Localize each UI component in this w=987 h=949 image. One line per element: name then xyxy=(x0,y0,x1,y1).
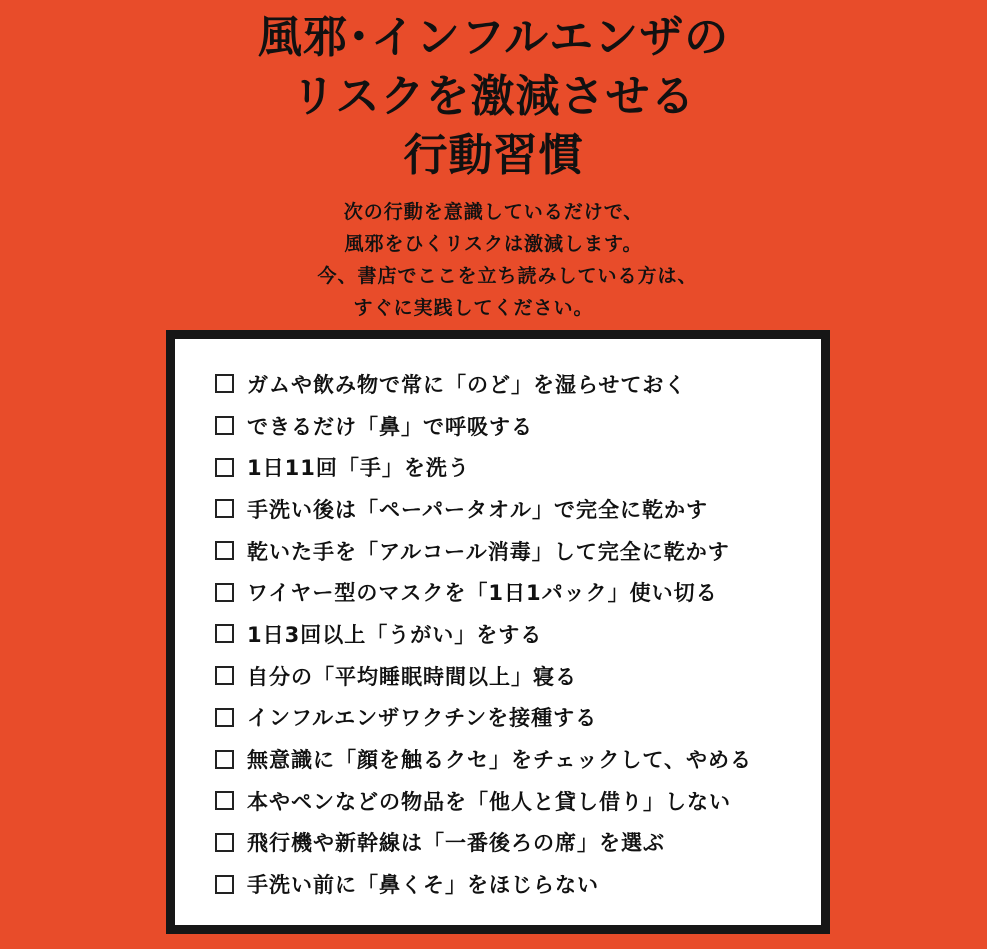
checkbox-icon[interactable] xyxy=(215,583,234,602)
checkbox-icon[interactable] xyxy=(215,416,234,435)
checklist-item xyxy=(215,780,821,822)
checklist-item xyxy=(215,571,821,613)
checklist-item-label: 手洗い後は「ペーパータオル」で完全に乾かす xyxy=(247,497,708,522)
checklist-item-label: ガムや飲み物で常に「のど」を湿らせておく xyxy=(247,372,687,397)
checklist-item-label: 飛行機や新幹線は「一番後ろの席」を選ぶ xyxy=(247,831,665,856)
checkbox-icon[interactable] xyxy=(215,499,234,518)
title-line: 行動習慣 xyxy=(403,130,584,181)
checkbox-icon[interactable] xyxy=(215,875,234,894)
checklist-item xyxy=(215,405,821,447)
page-title xyxy=(0,8,987,185)
checklist-item xyxy=(215,738,821,780)
checklist-item xyxy=(215,363,821,405)
title-line: 風邪･インフルエンザの xyxy=(257,12,730,63)
checklist-item-label: 1日3回以上「うがい」をする xyxy=(247,622,543,647)
checklist-item xyxy=(215,822,821,864)
checklist-item-label: 自分の「平均睡眠時間以上」寝る xyxy=(247,664,577,689)
checklist-item xyxy=(215,446,821,488)
checklist-item xyxy=(215,488,821,530)
checklist-item xyxy=(215,613,821,655)
checklist-item-label: インフルエンザワクチンを接種する xyxy=(247,706,598,731)
checklist-item-label: 無意識に「顔を触るクセ」をチェックして、やめる xyxy=(247,748,752,773)
checklist-item-label: 本やペンなどの物品を「他人と貸し借り」しない xyxy=(247,789,731,814)
checklist xyxy=(175,339,821,905)
checkbox-icon[interactable] xyxy=(215,666,234,685)
intro-line: 次の行動を意識しているだけで、 xyxy=(343,201,644,223)
checkbox-icon[interactable] xyxy=(215,750,234,769)
intro-line: 今、書店でここを立ち読みしている方は、 xyxy=(317,265,698,287)
checklist-item xyxy=(215,530,821,572)
checklist-item xyxy=(215,697,821,739)
checklist-item-label: 1日11回「手」を洗う xyxy=(247,456,470,481)
checkbox-icon[interactable] xyxy=(215,624,234,643)
intro-line: すぐに実践してください。 xyxy=(353,297,594,319)
intro-text xyxy=(0,196,987,324)
title-line: リスクを激減させる xyxy=(291,71,696,122)
checkbox-icon[interactable] xyxy=(215,833,234,852)
checkbox-icon[interactable] xyxy=(215,708,234,727)
intro-line: 風邪をひくリスクは激減します。 xyxy=(344,233,643,255)
checkbox-icon[interactable] xyxy=(215,791,234,810)
checkbox-icon[interactable] xyxy=(215,374,234,393)
checklist-box xyxy=(166,330,830,934)
checklist-item-label: 手洗い前に「鼻くそ」をほじらない xyxy=(247,873,599,898)
checklist-item-label: できるだけ「鼻」で呼吸する xyxy=(247,414,533,439)
checklist-item xyxy=(215,655,821,697)
checklist-item-label: 乾いた手を「アルコール消毒」して完全に乾かす xyxy=(247,539,730,564)
checkbox-icon[interactable] xyxy=(215,541,234,560)
checkbox-icon[interactable] xyxy=(215,458,234,477)
checklist-item xyxy=(215,863,821,905)
checklist-item-label: ワイヤー型のマスクを「1日1パック」使い切る xyxy=(247,581,718,606)
